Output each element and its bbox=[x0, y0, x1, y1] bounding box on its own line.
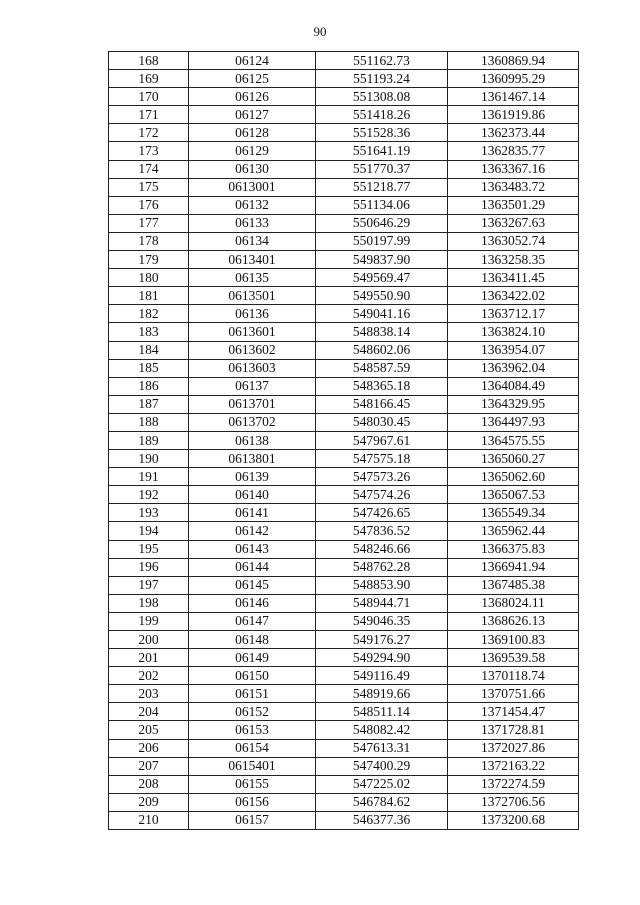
table-row bbox=[109, 214, 579, 232]
row-index-cell: 181 bbox=[109, 287, 189, 305]
y-coordinate-cell: 1365062.60 bbox=[448, 468, 579, 486]
y-coordinate-cell: 1361467.14 bbox=[448, 88, 579, 106]
y-coordinate-cell: 1368626.13 bbox=[448, 612, 579, 630]
y-coordinate-cell: 1364084.49 bbox=[448, 377, 579, 395]
point-code-cell: 06155 bbox=[189, 775, 316, 793]
x-coordinate-cell: 551528.36 bbox=[316, 124, 448, 142]
x-coordinate-cell: 548365.18 bbox=[316, 377, 448, 395]
x-coordinate-cell: 551418.26 bbox=[316, 106, 448, 124]
point-code-cell: 06156 bbox=[189, 793, 316, 811]
row-index-cell: 205 bbox=[109, 721, 189, 739]
y-coordinate-cell: 1363483.72 bbox=[448, 178, 579, 196]
x-coordinate-cell: 548762.28 bbox=[316, 558, 448, 576]
table-row bbox=[109, 88, 579, 106]
row-index-cell: 178 bbox=[109, 232, 189, 250]
row-index-cell: 179 bbox=[109, 251, 189, 269]
table-row bbox=[109, 631, 579, 649]
table-row bbox=[109, 70, 579, 88]
x-coordinate-cell: 547225.02 bbox=[316, 775, 448, 793]
row-index-cell: 186 bbox=[109, 377, 189, 395]
y-coordinate-cell: 1364497.93 bbox=[448, 413, 579, 431]
point-code-cell: 06135 bbox=[189, 269, 316, 287]
row-index-cell: 196 bbox=[109, 558, 189, 576]
point-code-cell: 06137 bbox=[189, 377, 316, 395]
point-code-cell: 0613702 bbox=[189, 413, 316, 431]
x-coordinate-cell: 548587.59 bbox=[316, 359, 448, 377]
y-coordinate-cell: 1369539.58 bbox=[448, 649, 579, 667]
y-coordinate-cell: 1369100.83 bbox=[448, 631, 579, 649]
y-coordinate-cell: 1365549.34 bbox=[448, 504, 579, 522]
point-code-cell: 0615401 bbox=[189, 757, 316, 775]
y-coordinate-cell: 1372706.56 bbox=[448, 793, 579, 811]
point-code-cell: 06140 bbox=[189, 486, 316, 504]
x-coordinate-cell: 551308.08 bbox=[316, 88, 448, 106]
table-row bbox=[109, 178, 579, 196]
x-coordinate-cell: 547575.18 bbox=[316, 450, 448, 468]
point-code-cell: 06152 bbox=[189, 703, 316, 721]
y-coordinate-cell: 1370118.74 bbox=[448, 667, 579, 685]
table-row bbox=[109, 522, 579, 540]
y-coordinate-cell: 1363962.04 bbox=[448, 359, 579, 377]
table-row bbox=[109, 232, 579, 250]
row-index-cell: 174 bbox=[109, 160, 189, 178]
table-row bbox=[109, 323, 579, 341]
x-coordinate-cell: 551641.19 bbox=[316, 142, 448, 160]
table-row bbox=[109, 811, 579, 829]
y-coordinate-cell: 1368024.11 bbox=[448, 594, 579, 612]
row-index-cell: 188 bbox=[109, 413, 189, 431]
table-row bbox=[109, 667, 579, 685]
x-coordinate-cell: 550646.29 bbox=[316, 214, 448, 232]
y-coordinate-cell: 1363501.29 bbox=[448, 196, 579, 214]
x-coordinate-cell: 548944.71 bbox=[316, 594, 448, 612]
x-coordinate-cell: 548602.06 bbox=[316, 341, 448, 359]
table-row bbox=[109, 269, 579, 287]
point-code-cell: 06128 bbox=[189, 124, 316, 142]
point-code-cell: 06149 bbox=[189, 649, 316, 667]
point-code-cell: 06127 bbox=[189, 106, 316, 124]
point-code-cell: 06146 bbox=[189, 594, 316, 612]
row-index-cell: 201 bbox=[109, 649, 189, 667]
row-index-cell: 203 bbox=[109, 685, 189, 703]
x-coordinate-cell: 549176.27 bbox=[316, 631, 448, 649]
row-index-cell: 185 bbox=[109, 359, 189, 377]
table-row bbox=[109, 685, 579, 703]
point-code-cell: 0613501 bbox=[189, 287, 316, 305]
table-row bbox=[109, 142, 579, 160]
row-index-cell: 176 bbox=[109, 196, 189, 214]
point-code-cell: 0613801 bbox=[189, 450, 316, 468]
y-coordinate-cell: 1362373.44 bbox=[448, 124, 579, 142]
row-index-cell: 200 bbox=[109, 631, 189, 649]
y-coordinate-cell: 1367485.38 bbox=[448, 576, 579, 594]
row-index-cell: 208 bbox=[109, 775, 189, 793]
row-index-cell: 170 bbox=[109, 88, 189, 106]
y-coordinate-cell: 1363367.16 bbox=[448, 160, 579, 178]
table-row bbox=[109, 558, 579, 576]
table-row bbox=[109, 106, 579, 124]
x-coordinate-cell: 551218.77 bbox=[316, 178, 448, 196]
y-coordinate-cell: 1363712.17 bbox=[448, 305, 579, 323]
table-row bbox=[109, 775, 579, 793]
table-row bbox=[109, 251, 579, 269]
row-index-cell: 207 bbox=[109, 757, 189, 775]
point-code-cell: 06139 bbox=[189, 468, 316, 486]
table-row bbox=[109, 504, 579, 522]
table-row bbox=[109, 287, 579, 305]
x-coordinate-cell: 547836.52 bbox=[316, 522, 448, 540]
table-row bbox=[109, 341, 579, 359]
table-row bbox=[109, 649, 579, 667]
y-coordinate-cell: 1370751.66 bbox=[448, 685, 579, 703]
point-code-cell: 0613001 bbox=[189, 178, 316, 196]
row-index-cell: 168 bbox=[109, 52, 189, 70]
row-index-cell: 173 bbox=[109, 142, 189, 160]
row-index-cell: 199 bbox=[109, 612, 189, 630]
row-index-cell: 204 bbox=[109, 703, 189, 721]
row-index-cell: 189 bbox=[109, 431, 189, 449]
x-coordinate-cell: 548246.66 bbox=[316, 540, 448, 558]
point-code-cell: 0613401 bbox=[189, 251, 316, 269]
y-coordinate-cell: 1360869.94 bbox=[448, 52, 579, 70]
x-coordinate-cell: 547426.65 bbox=[316, 504, 448, 522]
x-coordinate-cell: 548853.90 bbox=[316, 576, 448, 594]
table-row bbox=[109, 305, 579, 323]
row-index-cell: 194 bbox=[109, 522, 189, 540]
point-code-cell: 06136 bbox=[189, 305, 316, 323]
row-index-cell: 183 bbox=[109, 323, 189, 341]
x-coordinate-cell: 550197.99 bbox=[316, 232, 448, 250]
point-code-cell: 0613603 bbox=[189, 359, 316, 377]
row-index-cell: 175 bbox=[109, 178, 189, 196]
row-index-cell: 198 bbox=[109, 594, 189, 612]
y-coordinate-cell: 1364575.55 bbox=[448, 431, 579, 449]
x-coordinate-cell: 548166.45 bbox=[316, 395, 448, 413]
table-row bbox=[109, 160, 579, 178]
x-coordinate-cell: 548919.66 bbox=[316, 685, 448, 703]
table-row bbox=[109, 721, 579, 739]
point-code-cell: 06143 bbox=[189, 540, 316, 558]
y-coordinate-cell: 1371454.47 bbox=[448, 703, 579, 721]
table-row bbox=[109, 540, 579, 558]
point-code-cell: 0613602 bbox=[189, 341, 316, 359]
table-row bbox=[109, 612, 579, 630]
point-code-cell: 0613701 bbox=[189, 395, 316, 413]
y-coordinate-cell: 1365067.53 bbox=[448, 486, 579, 504]
x-coordinate-cell: 549837.90 bbox=[316, 251, 448, 269]
x-coordinate-cell: 547573.26 bbox=[316, 468, 448, 486]
point-code-cell: 06148 bbox=[189, 631, 316, 649]
point-code-cell: 0613601 bbox=[189, 323, 316, 341]
point-code-cell: 06154 bbox=[189, 739, 316, 757]
y-coordinate-cell: 1363267.63 bbox=[448, 214, 579, 232]
row-index-cell: 184 bbox=[109, 341, 189, 359]
point-code-cell: 06141 bbox=[189, 504, 316, 522]
point-code-cell: 06142 bbox=[189, 522, 316, 540]
point-code-cell: 06126 bbox=[189, 88, 316, 106]
y-coordinate-cell: 1362835.77 bbox=[448, 142, 579, 160]
coordinates-table bbox=[108, 51, 579, 830]
y-coordinate-cell: 1371728.81 bbox=[448, 721, 579, 739]
y-coordinate-cell: 1363052.74 bbox=[448, 232, 579, 250]
row-index-cell: 182 bbox=[109, 305, 189, 323]
point-code-cell: 06145 bbox=[189, 576, 316, 594]
table-row bbox=[109, 196, 579, 214]
table-row bbox=[109, 450, 579, 468]
table-row bbox=[109, 413, 579, 431]
point-code-cell: 06138 bbox=[189, 431, 316, 449]
y-coordinate-cell: 1361919.86 bbox=[448, 106, 579, 124]
x-coordinate-cell: 551162.73 bbox=[316, 52, 448, 70]
y-coordinate-cell: 1363422.02 bbox=[448, 287, 579, 305]
point-code-cell: 06150 bbox=[189, 667, 316, 685]
x-coordinate-cell: 548511.14 bbox=[316, 703, 448, 721]
row-index-cell: 180 bbox=[109, 269, 189, 287]
x-coordinate-cell: 549294.90 bbox=[316, 649, 448, 667]
row-index-cell: 193 bbox=[109, 504, 189, 522]
table-row bbox=[109, 594, 579, 612]
x-coordinate-cell: 546784.62 bbox=[316, 793, 448, 811]
row-index-cell: 177 bbox=[109, 214, 189, 232]
x-coordinate-cell: 549550.90 bbox=[316, 287, 448, 305]
x-coordinate-cell: 547613.31 bbox=[316, 739, 448, 757]
x-coordinate-cell: 546377.36 bbox=[316, 811, 448, 829]
y-coordinate-cell: 1365962.44 bbox=[448, 522, 579, 540]
x-coordinate-cell: 547574.26 bbox=[316, 486, 448, 504]
y-coordinate-cell: 1372027.86 bbox=[448, 739, 579, 757]
y-coordinate-cell: 1364329.95 bbox=[448, 395, 579, 413]
x-coordinate-cell: 549116.49 bbox=[316, 667, 448, 685]
row-index-cell: 191 bbox=[109, 468, 189, 486]
x-coordinate-cell: 551193.24 bbox=[316, 70, 448, 88]
x-coordinate-cell: 549041.16 bbox=[316, 305, 448, 323]
y-coordinate-cell: 1363824.10 bbox=[448, 323, 579, 341]
x-coordinate-cell: 547400.29 bbox=[316, 757, 448, 775]
table-row bbox=[109, 377, 579, 395]
point-code-cell: 06132 bbox=[189, 196, 316, 214]
table-row bbox=[109, 739, 579, 757]
row-index-cell: 206 bbox=[109, 739, 189, 757]
table-row bbox=[109, 359, 579, 377]
point-code-cell: 06130 bbox=[189, 160, 316, 178]
row-index-cell: 210 bbox=[109, 811, 189, 829]
point-code-cell: 06134 bbox=[189, 232, 316, 250]
x-coordinate-cell: 549046.35 bbox=[316, 612, 448, 630]
y-coordinate-cell: 1363411.45 bbox=[448, 269, 579, 287]
point-code-cell: 06157 bbox=[189, 811, 316, 829]
table-row bbox=[109, 52, 579, 70]
x-coordinate-cell: 549569.47 bbox=[316, 269, 448, 287]
point-code-cell: 06133 bbox=[189, 214, 316, 232]
y-coordinate-cell: 1363258.35 bbox=[448, 251, 579, 269]
table-row bbox=[109, 395, 579, 413]
row-index-cell: 202 bbox=[109, 667, 189, 685]
point-code-cell: 06151 bbox=[189, 685, 316, 703]
table-row bbox=[109, 757, 579, 775]
x-coordinate-cell: 548082.42 bbox=[316, 721, 448, 739]
point-code-cell: 06125 bbox=[189, 70, 316, 88]
point-code-cell: 06129 bbox=[189, 142, 316, 160]
y-coordinate-cell: 1360995.29 bbox=[448, 70, 579, 88]
y-coordinate-cell: 1363954.07 bbox=[448, 341, 579, 359]
table-row bbox=[109, 793, 579, 811]
page-number: 90 bbox=[313, 24, 327, 39]
y-coordinate-cell: 1372163.22 bbox=[448, 757, 579, 775]
point-code-cell: 06144 bbox=[189, 558, 316, 576]
row-index-cell: 169 bbox=[109, 70, 189, 88]
row-index-cell: 172 bbox=[109, 124, 189, 142]
x-coordinate-cell: 551770.37 bbox=[316, 160, 448, 178]
row-index-cell: 209 bbox=[109, 793, 189, 811]
y-coordinate-cell: 1372274.59 bbox=[448, 775, 579, 793]
table-row bbox=[109, 468, 579, 486]
x-coordinate-cell: 548030.45 bbox=[316, 413, 448, 431]
row-index-cell: 187 bbox=[109, 395, 189, 413]
row-index-cell: 171 bbox=[109, 106, 189, 124]
table-row bbox=[109, 576, 579, 594]
point-code-cell: 06147 bbox=[189, 612, 316, 630]
point-code-cell: 06124 bbox=[189, 52, 316, 70]
point-code-cell: 06153 bbox=[189, 721, 316, 739]
row-index-cell: 195 bbox=[109, 540, 189, 558]
y-coordinate-cell: 1365060.27 bbox=[448, 450, 579, 468]
row-index-cell: 197 bbox=[109, 576, 189, 594]
row-index-cell: 190 bbox=[109, 450, 189, 468]
row-index-cell: 192 bbox=[109, 486, 189, 504]
table-body bbox=[109, 52, 579, 830]
table-row bbox=[109, 486, 579, 504]
table-row bbox=[109, 431, 579, 449]
x-coordinate-cell: 548838.14 bbox=[316, 323, 448, 341]
table-row bbox=[109, 703, 579, 721]
y-coordinate-cell: 1366941.94 bbox=[448, 558, 579, 576]
table-row bbox=[109, 124, 579, 142]
y-coordinate-cell: 1366375.83 bbox=[448, 540, 579, 558]
x-coordinate-cell: 551134.06 bbox=[316, 196, 448, 214]
x-coordinate-cell: 547967.61 bbox=[316, 431, 448, 449]
y-coordinate-cell: 1373200.68 bbox=[448, 811, 579, 829]
